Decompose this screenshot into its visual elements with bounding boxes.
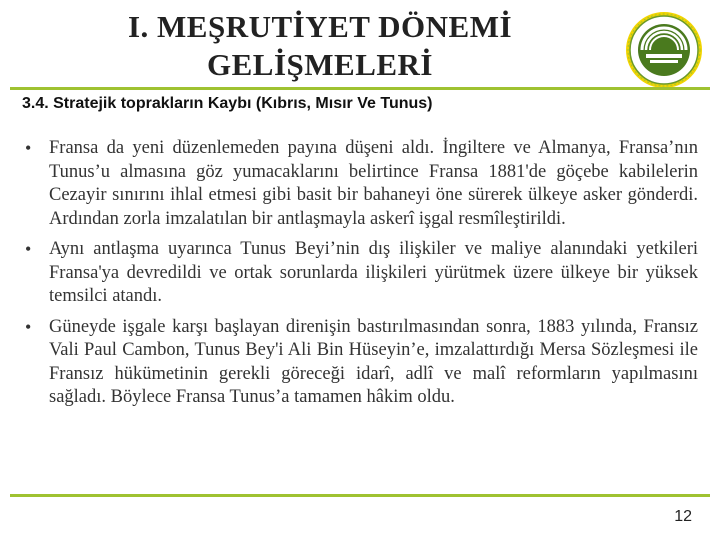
bullet-text: Güneyde işgale karşı başlayan direnişin bastırılmasından sonra, 1883 yılında, Fransız Vali Paul Cambon, Tunus Bey'i Ali Bin Hüseyin’e, imzalattırdığı Mersa Sözleşmesi ile Fransız hükümetinin gerekli göreceği idarî, adlî ve malî reformların yapılmasını sağladı. Böylece Fransa Tunus’a tamamen hâkim oldu. (49, 316, 698, 407)
bullet-mark: • (25, 239, 32, 259)
slide-title-line-2: GELİŞMELERİ (206, 47, 433, 82)
section-heading: 3.4. Stratejik toprakların Kaybı (Kıbrıs, Mısır Ve Tunus) (22, 95, 433, 112)
bullet-mark: • (25, 316, 32, 337)
bullet-item (22, 137, 698, 231)
slide-title-line-1: I. MEŞRUTİYET DÖNEMİ (127, 9, 513, 44)
university-seal-icon (624, 10, 704, 90)
bullet-text: Aynı antlaşma uyarınca Tunus Beyi’nin dış ilişkiler ve maliye alanındaki yetkileri Fransa'ya devredildi ve ortak sorunlarda ilişkileri yürütmek üzere ülkeye bir yüksek temsilci atandı. (49, 239, 698, 306)
bullet-list (22, 137, 698, 417)
top-divider (10, 87, 710, 90)
slide-title (0, 8, 640, 84)
page-number: 12 (674, 508, 692, 525)
bullet-mark: • (25, 138, 32, 158)
bottom-divider (10, 494, 710, 497)
bullet-text: Fransa da yeni düzenlemeden payına düşeni aldı. İngiltere ve Almanya, Fransa’nın Tunus’u almasına göz yumacaklarını belirtince Fransa 1881'de göçebe kabilelerin Cezayir sınırını ihlal etmesi gibi basit bir bahaneyi öne sürerek ülkeye asker gönderdi. Ardından zorla imzalatılan bir antlaşmayla askerî işgal resmîleştirildi. (49, 138, 698, 229)
bullet-item (22, 316, 698, 410)
bullet-item (22, 238, 698, 309)
